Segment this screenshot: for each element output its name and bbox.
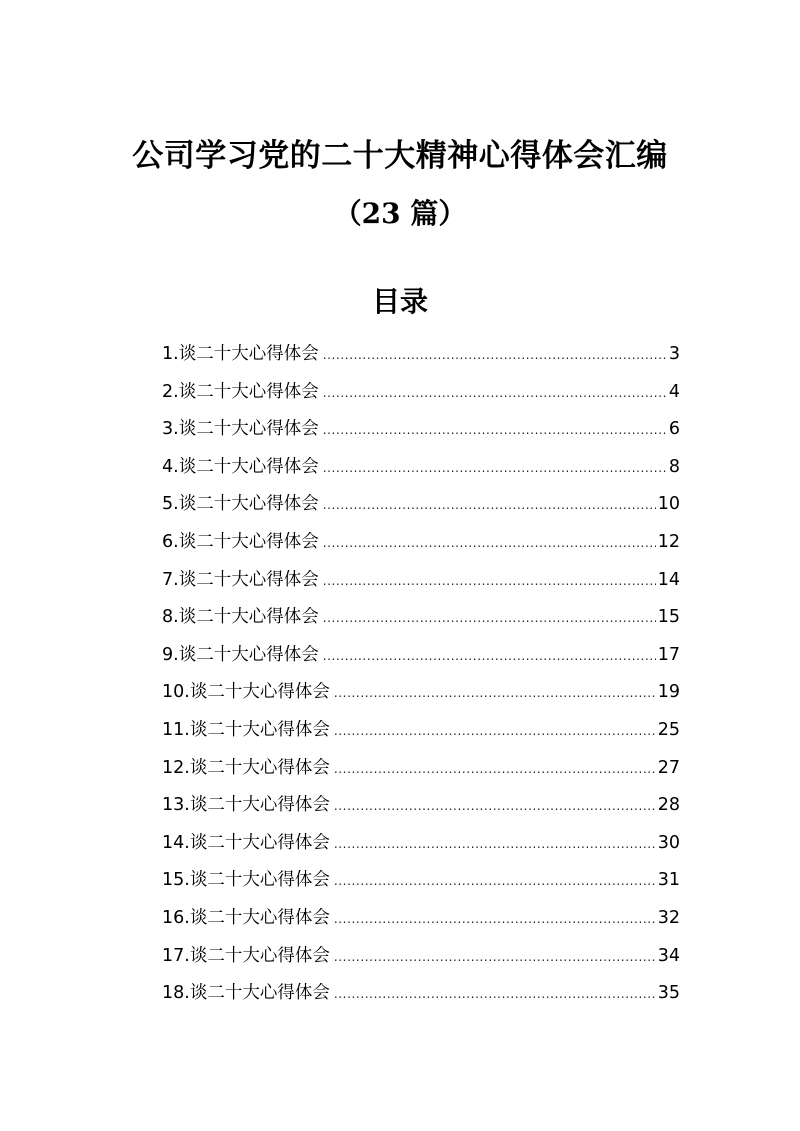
toc-entry-page: 32: [657, 907, 680, 928]
toc-entry-17[interactable]: [162, 938, 680, 976]
toc-leader-dots: [334, 901, 656, 939]
toc-entry-page: 19: [657, 682, 680, 703]
toc-entry-15[interactable]: [162, 862, 680, 900]
toc-entry-13[interactable]: [162, 787, 680, 825]
toc-entry-label: 1.谈二十大心得体会: [162, 344, 319, 364]
document-subtitle: （23 篇）: [333, 197, 467, 230]
toc-leader-dots: [334, 751, 656, 789]
toc-entry-16[interactable]: [162, 900, 680, 938]
toc-entry-page: 3: [668, 344, 680, 364]
toc-entry-label: 9.谈二十大心得体会: [162, 644, 319, 665]
toc-leader-dots: [323, 487, 656, 525]
toc-entry-page: 17: [657, 644, 680, 665]
toc-entry-page: 8: [668, 456, 680, 477]
toc-leader-dots: [323, 638, 656, 676]
toc-leader-dots: [334, 713, 656, 751]
toc-entry-label: 3.谈二十大心得体会: [162, 419, 319, 440]
toc-entry-2[interactable]: [162, 374, 680, 412]
toc-leader-dots: [323, 563, 656, 601]
toc-entry-page: 12: [657, 531, 680, 552]
toc-entry-5[interactable]: [162, 486, 680, 524]
toc-leader-dots: [334, 976, 656, 1014]
toc-entry-12[interactable]: [162, 750, 680, 788]
toc-leader-dots: [334, 826, 656, 864]
toc-leader-dots: [323, 337, 667, 375]
toc-entry-14[interactable]: [162, 825, 680, 863]
toc-entry-label: 4.谈二十大心得体会: [162, 456, 319, 477]
toc-entry-label: 16.谈二十大心得体会: [162, 907, 330, 928]
toc-entry-label: 12.谈二十大心得体会: [162, 757, 330, 778]
toc-entry-label: 18.谈二十大心得体会: [162, 983, 330, 1004]
toc-entry-11[interactable]: [162, 712, 680, 750]
toc-entry-page: 35: [657, 983, 680, 1004]
toc-entry-label: 10.谈二十大心得体会: [162, 682, 330, 703]
toc-leader-dots: [334, 863, 656, 901]
toc-entry-label: 17.谈二十大心得体会: [162, 945, 330, 966]
toc-entry-1[interactable]: [162, 336, 680, 374]
toc-entry-9[interactable]: [162, 637, 680, 675]
toc-entry-page: 10: [657, 494, 680, 515]
toc-entry-page: 28: [657, 795, 680, 816]
toc-entry-4[interactable]: [162, 449, 680, 487]
toc-entry-8[interactable]: [162, 599, 680, 637]
toc-entry-label: 8.谈二十大心得体会: [162, 607, 319, 628]
toc-leader-dots: [323, 600, 656, 638]
document-title: 公司学习党的二十大精神心得体会汇编: [132, 138, 668, 174]
toc-entry-page: 25: [657, 719, 680, 740]
toc-entry-10[interactable]: [162, 674, 680, 712]
toc-entry-label: 2.谈二十大心得体会: [162, 381, 319, 402]
toc-entry-page: 15: [657, 607, 680, 628]
toc-entry-page: 30: [657, 832, 680, 853]
toc-entry-label: 5.谈二十大心得体会: [162, 494, 319, 515]
toc-leader-dots: [334, 788, 656, 826]
toc-entry-label: 7.谈二十大心得体会: [162, 569, 319, 590]
toc-entry-page: 4: [668, 381, 680, 402]
toc-leader-dots: [334, 939, 656, 977]
toc-entry-page: 31: [657, 870, 680, 891]
toc-leader-dots: [334, 675, 656, 713]
toc-entry-18[interactable]: [162, 975, 680, 1013]
toc-entry-page: 6: [668, 419, 680, 440]
toc-entry-page: 14: [657, 569, 680, 590]
toc-entry-7[interactable]: [162, 562, 680, 600]
toc-leader-dots: [323, 375, 667, 413]
table-of-contents: [162, 336, 680, 1013]
toc-entry-3[interactable]: [162, 411, 680, 449]
toc-leader-dots: [323, 412, 667, 450]
toc-entry-label: 11.谈二十大心得体会: [162, 719, 330, 740]
toc-entry-label: 6.谈二十大心得体会: [162, 531, 319, 552]
toc-leader-dots: [323, 450, 667, 488]
toc-entry-6[interactable]: [162, 524, 680, 562]
toc-heading: 目录: [371, 285, 428, 318]
toc-entry-label: 13.谈二十大心得体会: [162, 795, 330, 816]
toc-entry-page: 27: [657, 757, 680, 778]
toc-entry-label: 15.谈二十大心得体会: [162, 870, 330, 891]
toc-entry-label: 14.谈二十大心得体会: [162, 832, 330, 853]
toc-leader-dots: [323, 525, 656, 563]
toc-entry-page: 34: [657, 945, 680, 966]
